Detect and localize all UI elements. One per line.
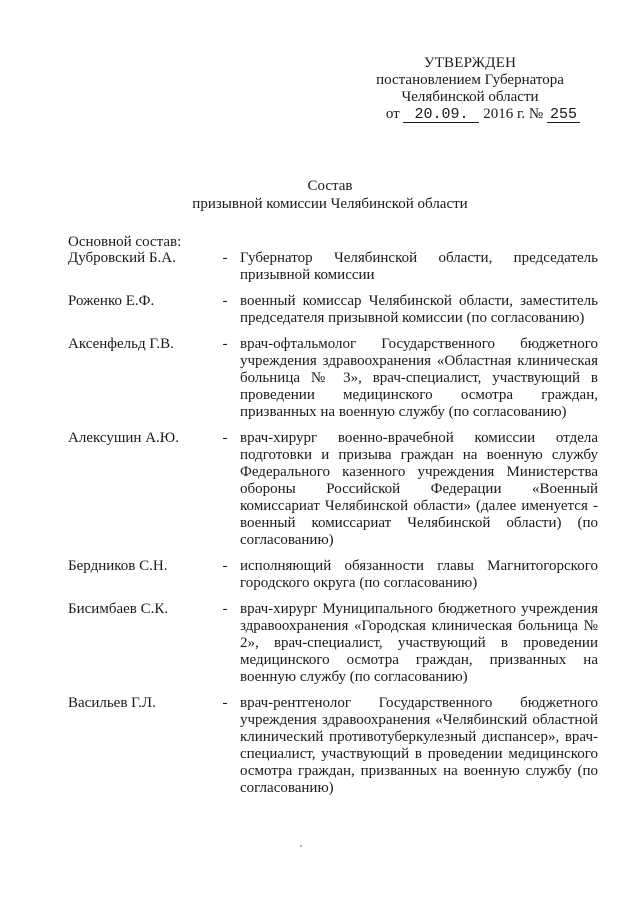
approval-line-1: постановлением Губернатора [376, 72, 564, 88]
member-description: врач-офтальмолог Государственного бюджетного учреждения здравоохранения «Областная клиническая больница № 3», врач-специалист, участвующий в проведении медицинского осмотра граждан, призванных на военную службу (по согласованию) [240, 336, 598, 420]
date-year: 2016 г. № [483, 106, 544, 122]
member-dash: - [222, 601, 228, 617]
member-name: Васильев Г.Л. [68, 695, 156, 711]
member-description: врач-хирург Муниципального бюджетного учреждения здравоохранения «Городская клиническая больница № 2», врач-специалист, участвующий в проведении медицинского осмотра граждан, призванных на военную службу (по согласованию) [240, 601, 598, 685]
document-heading [160, 177, 500, 213]
approval-title: УТВЕРЖДЕН [423, 55, 517, 71]
member-name: Аксенфельд Г.В. [68, 336, 174, 352]
member-description: военный комиссар Челябинской области, заместитель председателя призывной комиссии (по согласованию) [240, 293, 598, 326]
member-dash: - [222, 336, 228, 352]
member-row [68, 695, 598, 797]
member-list [68, 250, 598, 806]
member-dash: - [222, 293, 228, 309]
member-name: Бисимбаев С.К. [68, 601, 169, 617]
member-dash: - [222, 430, 228, 446]
member-row [68, 430, 598, 549]
member-description: врач-рентгенолог Государственного бюджетного учреждения здравоохранения «Челябинский областной клинический противотуберкулезный диспансер», врач-специалист, участвующий в проведении медицинского осмотра граждан, призванных на военную службу (по согласованию) [240, 695, 598, 796]
member-name: Алексушин А.Ю. [68, 430, 179, 446]
scan-speck [300, 845, 302, 847]
heading-line-1: Состав [307, 178, 353, 194]
approval-line-2: Челябинской области [401, 89, 539, 105]
member-description: врач-хирург военно-врачебной комиссии отдела подготовки и призыва граждан на военную службу Федерального казенного учреждения Министерства обороны Российской Федерации «Военный комиссариат Челябинской области» (далее именуется - военный комиссариат Челябинской области) (по согласованию) [240, 430, 598, 548]
section-label: Основной состав: [68, 234, 182, 250]
approval-block [360, 55, 580, 123]
member-description: исполняющий обязанности главы Магнитогорского городского округа (по согласованию) [240, 558, 598, 591]
heading-line-2: призывной комиссии Челябинской области [192, 196, 468, 212]
member-name: Бердников С.Н. [68, 558, 168, 574]
member-row [68, 601, 598, 686]
member-name: Дубровский Б.А. [68, 250, 176, 266]
member-name: Роженко Е.Ф. [68, 293, 155, 309]
member-dash: - [222, 558, 228, 574]
approval-date-line [360, 106, 580, 123]
member-row [68, 293, 598, 327]
member-dash: - [222, 695, 228, 711]
member-row [68, 336, 598, 421]
member-description: Губернатор Челябинской области, председатель призывной комиссии [240, 250, 598, 283]
member-row [68, 558, 598, 592]
member-row [68, 250, 598, 284]
member-dash: - [222, 250, 228, 266]
decree-number: 255 [547, 107, 580, 123]
date-value: 20.09. [403, 107, 479, 123]
date-prefix: от [385, 106, 400, 122]
